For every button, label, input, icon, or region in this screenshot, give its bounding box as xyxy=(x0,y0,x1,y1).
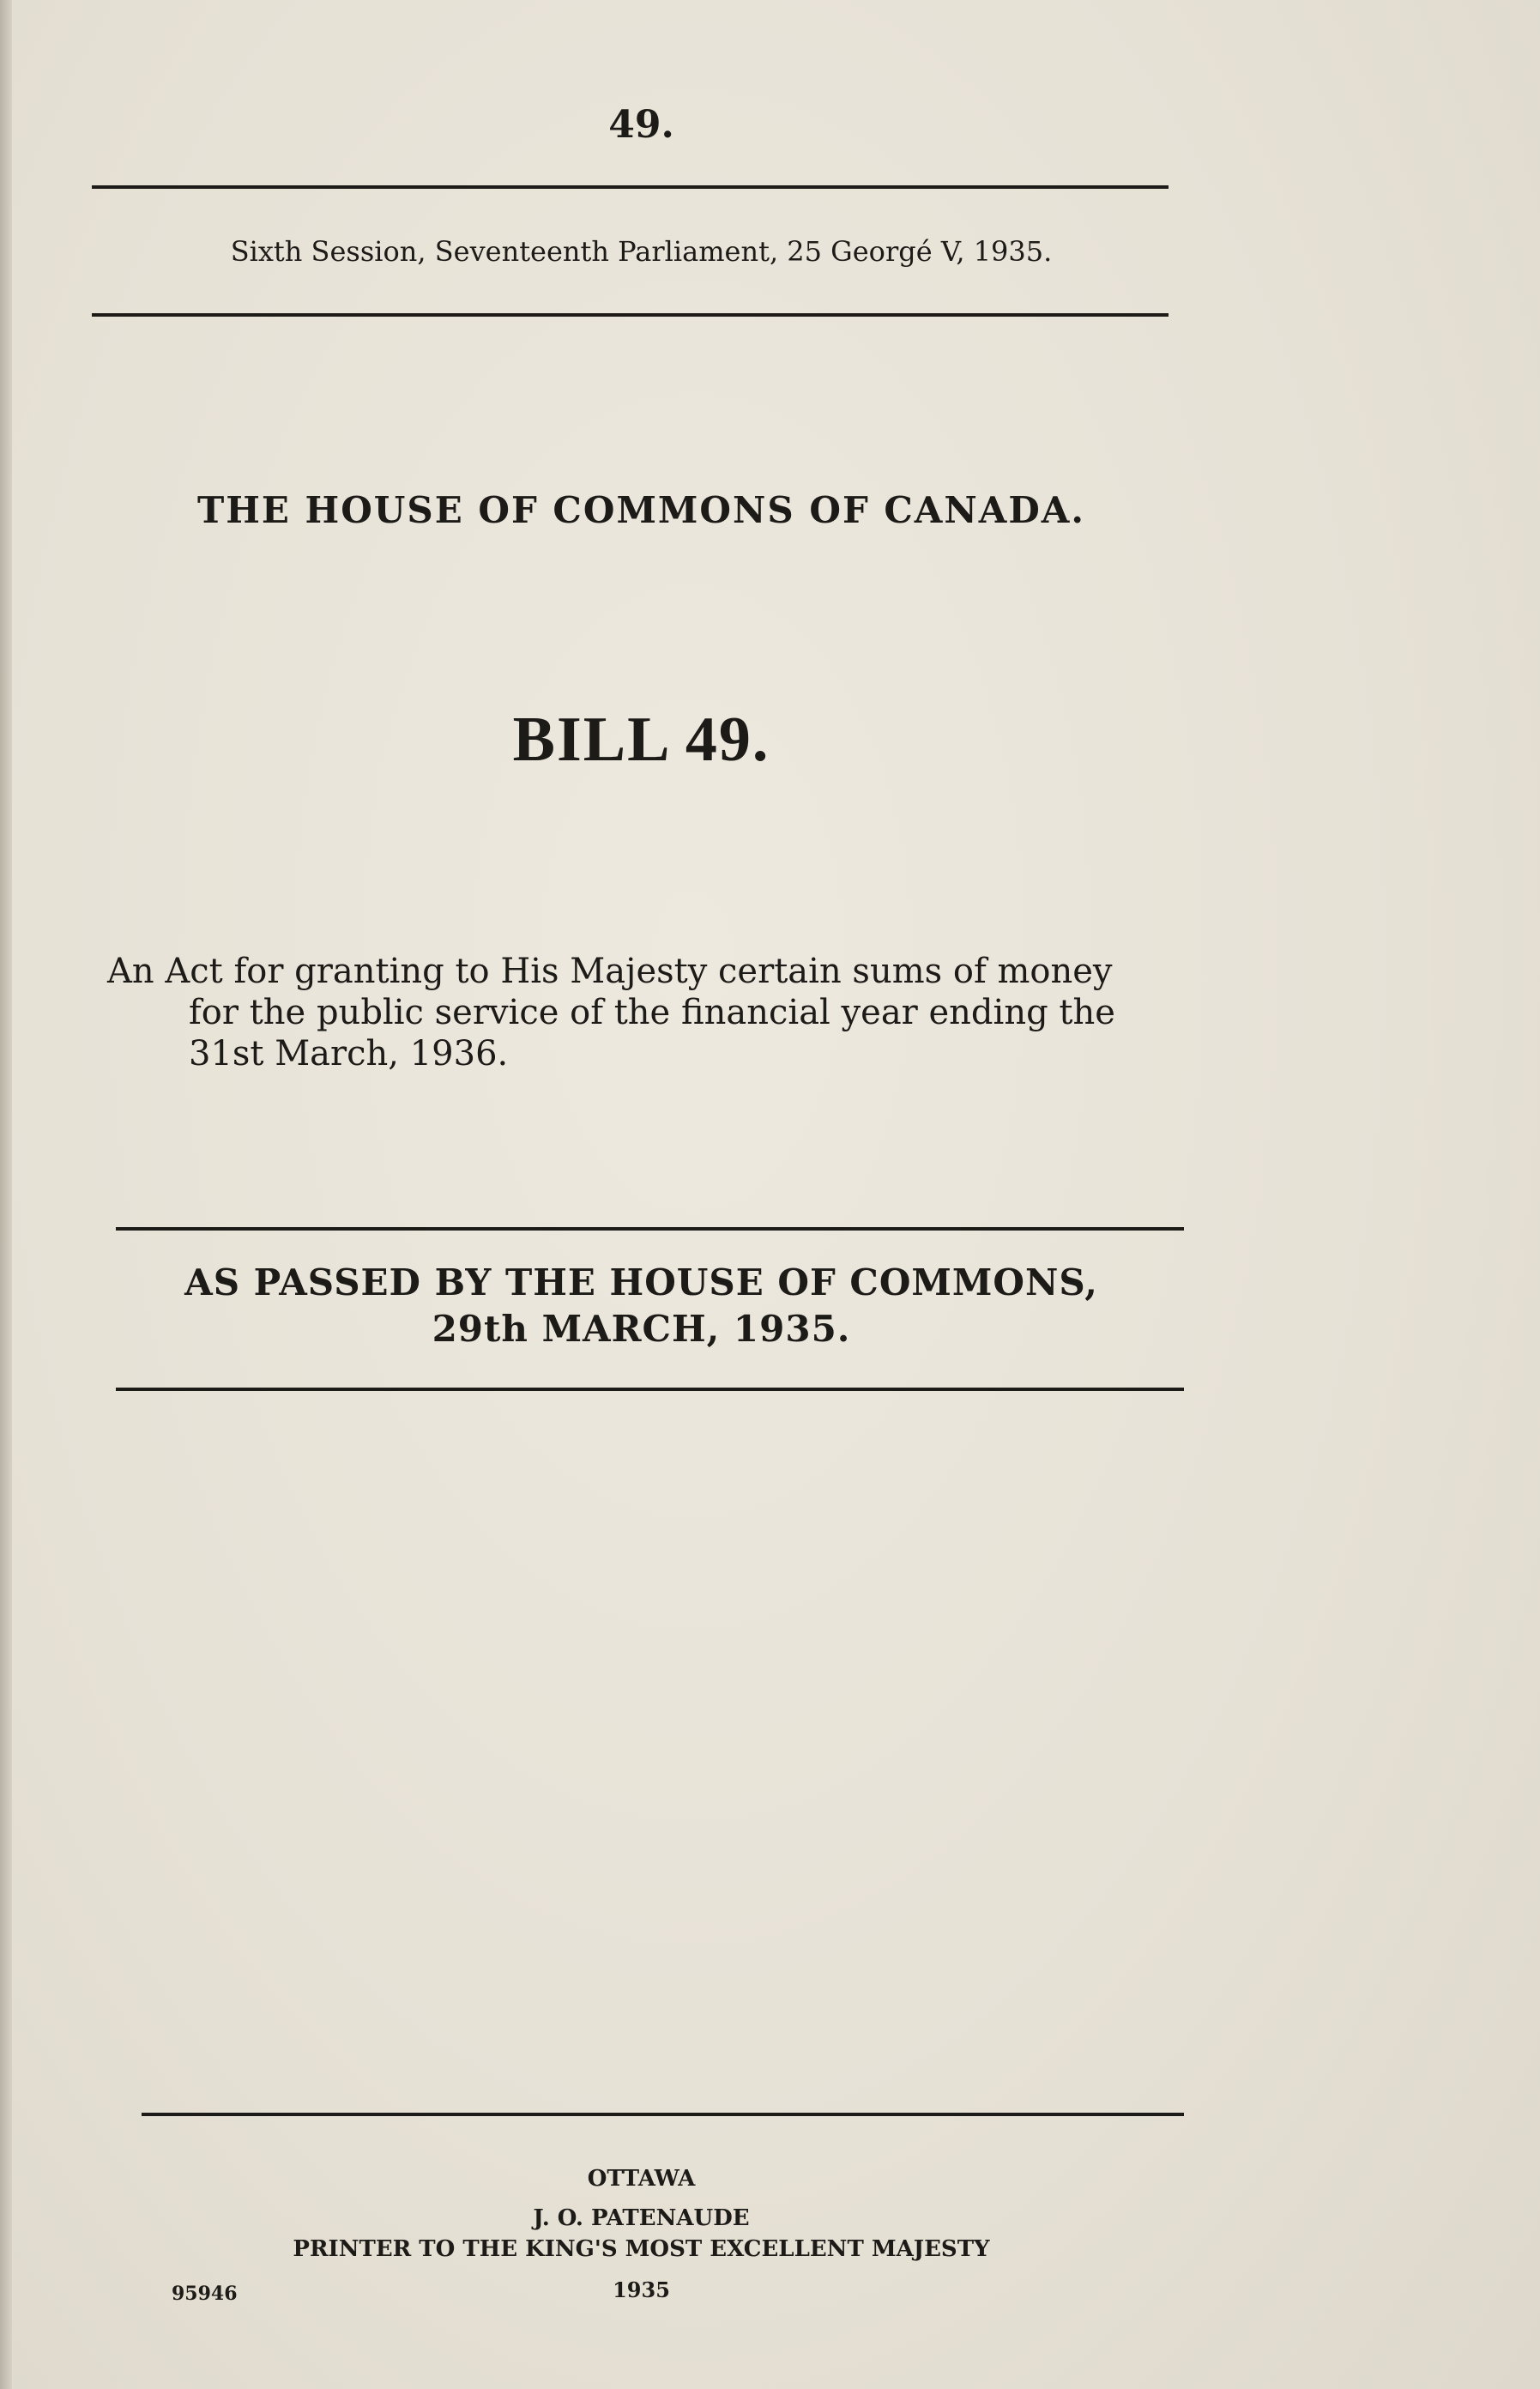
imprint-city: OTTAWA xyxy=(587,2166,696,2192)
act-line-3: 31st March, 1936. xyxy=(189,1034,509,1074)
print-code: 95946 xyxy=(172,2283,238,2305)
imprint-printer-name: J. O. PATENAUDE xyxy=(533,2205,750,2231)
passed-line-1: AS PASSED BY THE HOUSE OF COMMONS, xyxy=(184,1261,1098,1303)
passed-line-2: 29th MARCH, 1935. xyxy=(432,1308,851,1350)
bill-title: BILL 49. xyxy=(512,705,770,775)
top-rule xyxy=(92,185,1169,189)
imprint-printer-title: PRINTER TO THE KING'S MOST EXCELLENT MAJESTY xyxy=(293,2236,990,2262)
imprint-rule xyxy=(142,2113,1184,2116)
passed-statement xyxy=(86,1260,1197,1352)
passed-top-rule xyxy=(116,1227,1184,1231)
house-title: THE HOUSE OF COMMONS OF CANADA. xyxy=(196,489,1086,531)
session-line: Sixth Session, Seventeenth Parliament, 25 Georgé V, 1935. xyxy=(230,235,1053,268)
second-rule xyxy=(92,313,1169,317)
page-number: 49. xyxy=(608,103,674,147)
imprint-year: 1935 xyxy=(613,2277,670,2302)
act-line-2: for the public service of the financial year ending the xyxy=(189,993,1115,1032)
act-line-1: An Act for granting to His Majesty certain sums of money xyxy=(107,952,1113,991)
passed-bottom-rule xyxy=(116,1388,1184,1391)
act-description xyxy=(107,951,1197,1074)
page-spine-shadow xyxy=(0,0,12,2389)
